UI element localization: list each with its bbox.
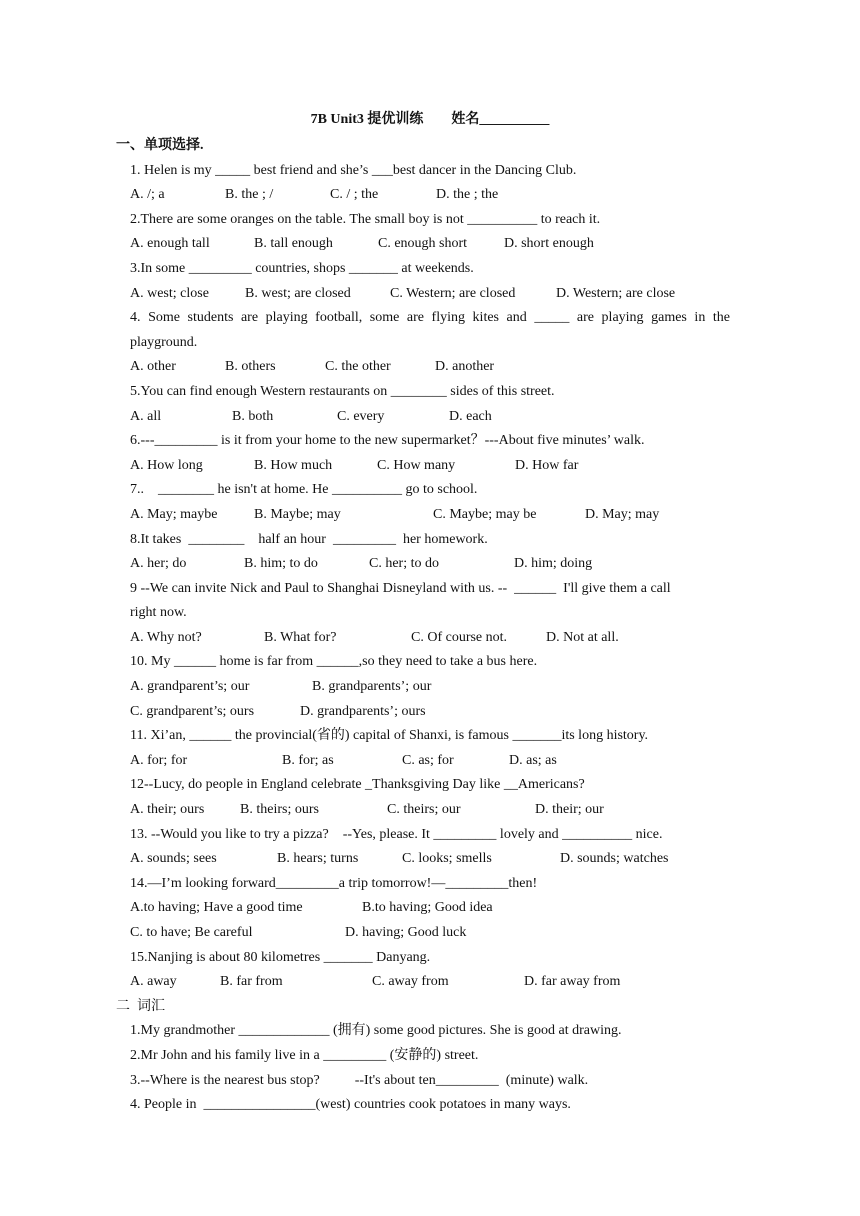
question-12-stem: 12--Lucy, do people in England celebrate _Thanksgiving Day like __Americans? [130,777,585,793]
option-d: D. Not at all. [546,629,619,645]
question-7-stem: 7.. ________ he isn't at home. He __________ go to school. [130,482,478,498]
section-heading-vocabulary: 二 词汇 [116,998,165,1014]
option-a: A. enough tall [130,236,210,252]
option-b: B. the ; / [225,187,274,203]
option-d: D. short enough [504,236,594,252]
question-14-stem: 14.—I’m looking forward_________a trip tomorrow!—_________then! [130,875,538,891]
title-text: 7B Unit3 提优训练 [310,112,424,127]
option-d: D. him; doing [514,556,593,572]
question-15-options [130,970,730,995]
question-14-options-row-2 [130,921,730,946]
question-6-stem: 6.---_________ is it from your home to the new supermarket？---About five minutes’ walk. [130,433,645,449]
question-10-options-row-1 [130,675,730,700]
option-b: B. What for? [264,629,337,645]
vocab-item-1: 1.My grandmother _____________ (拥有) some good pictures. She is good at drawing. [130,1023,622,1039]
option-a: A. grandparent’s; our [130,679,250,695]
name-field-label: 姓名__________ [451,112,550,127]
question-3-options [130,282,730,307]
question-10-stem: 10. My ______ home is far from ______,so they need to take a bus here. [130,654,538,670]
option-b: B. both [232,408,274,424]
option-d: D. sounds; watches [560,851,669,867]
question-7-options [130,503,730,528]
worksheet-content [116,134,730,1118]
question-11-options [130,749,730,774]
option-c: C. How many [377,457,456,473]
option-b: B.to having; Good idea [362,900,493,916]
question-1-stem: 1. Helen is my _____ best friend and she’s ___best dancer in the Dancing Club. [130,162,577,178]
option-d: D. the ; the [436,187,499,203]
question-12-options [130,798,730,823]
option-c: C. every [337,408,385,424]
question-4-stem: 4. Some students are playing football, some are flying kites and _____ are playing games in the [130,310,730,326]
option-c: C. away from [372,974,449,990]
option-c: C. her; to do [369,556,439,572]
question-4-options [130,355,730,380]
option-c: C. Of course not. [411,629,508,645]
option-b: B. far from [220,974,283,990]
option-d: D. another [435,359,495,375]
option-c: C. as; for [402,752,454,768]
option-b: B. tall enough [254,236,333,252]
question-14-options-row-1 [130,896,730,921]
question-13-options [130,847,730,872]
option-b: B. him; to do [244,556,318,572]
option-a: A. away [130,974,177,990]
option-a: A. How long [130,457,203,473]
option-d: D. each [449,408,492,424]
option-d: D. their; our [535,802,604,818]
option-a: A. sounds; sees [130,851,217,867]
question-6-options [130,454,730,479]
question-5-stem: 5.You can find enough Western restaurants on ________ sides of this street. [130,383,555,399]
option-a: A. her; do [130,556,187,572]
option-b: B. Maybe; may [254,506,341,522]
option-a: A. other [130,359,176,375]
option-c: C. looks; smells [402,851,492,867]
question-9-stem-continued: right now. [130,605,187,621]
vocab-item-2: 2.Mr John and his family live in a _________ (安静的) street. [130,1047,479,1063]
vocab-item-4: 4. People in ________________(west) countries cook potatoes in many ways. [130,1097,571,1113]
option-b: B. How much [254,457,333,473]
option-d: D. How far [515,457,579,473]
option-c: C. the other [325,359,391,375]
question-2-stem: 2.There are some oranges on the table. The small boy is not __________ to reach it. [130,211,601,227]
option-a: A. May; maybe [130,506,218,522]
question-8-options [130,552,730,577]
option-b: B. west; are closed [245,285,351,301]
option-d: D. having; Good luck [345,925,467,940]
option-c: C. theirs; our [387,802,461,818]
question-1-options [130,183,730,208]
question-4-stem-continued: playground. [130,334,198,350]
option-a: A. their; ours [130,802,205,818]
section-heading-multiple-choice: 一、单项选择. [116,138,204,153]
option-b: B. others [225,359,276,375]
question-8-stem: 8.It takes ________ half an hour _________ her homework. [130,531,488,547]
option-c: C. Western; are closed [390,285,516,301]
option-b: B. grandparents’; our [312,679,432,695]
option-a: A. west; close [130,285,209,301]
option-a: A. /; a [130,187,165,203]
question-3-stem: 3.In some _________ countries, shops _______ at weekends. [130,260,474,276]
question-5-options [130,405,730,430]
option-d: D. May; may [585,506,660,522]
option-a: A. for; for [130,752,188,768]
option-d: D. as; as [509,752,557,768]
question-15-stem: 15.Nanjing is about 80 kilometres _______ Danyang. [130,949,431,965]
option-a: A. all [130,408,162,424]
question-11-stem: 11. Xi’an, ______ the provincial(省的) capital of Shanxi, is famous _______its long history. [130,728,649,744]
option-b: B. for; as [282,752,334,768]
option-d: D. Western; are close [556,285,676,301]
question-9-stem: 9 --We can invite Nick and Paul to Shanghai Disneyland with us. -- ______ I'll give them a call [130,580,671,596]
page-title [0,108,860,128]
option-a: A.to having; Have a good time [130,900,303,916]
option-c: C. to have; Be careful [130,925,253,940]
question-13-stem: 13. --Would you like to try a pizza? --Yes, please. It _________ lovely and __________ nice. [130,826,663,842]
option-c: C. grandparent’s; ours [130,703,255,719]
option-b: B. hears; turns [277,851,359,867]
question-10-options-row-2 [130,700,730,725]
option-c: C. / ; the [330,187,379,203]
option-b: B. theirs; ours [240,802,319,818]
option-a: A. Why not? [130,629,202,645]
vocab-item-3: 3.--Where is the nearest bus stop? --It's about ten_________ (minute) walk. [130,1072,589,1088]
question-2-options [130,232,730,257]
option-c: C. Maybe; may be [433,506,537,522]
option-d: D. grandparents’; ours [300,703,426,719]
option-c: C. enough short [378,236,468,252]
question-9-options [130,626,730,651]
option-d: D. far away from [524,974,621,990]
